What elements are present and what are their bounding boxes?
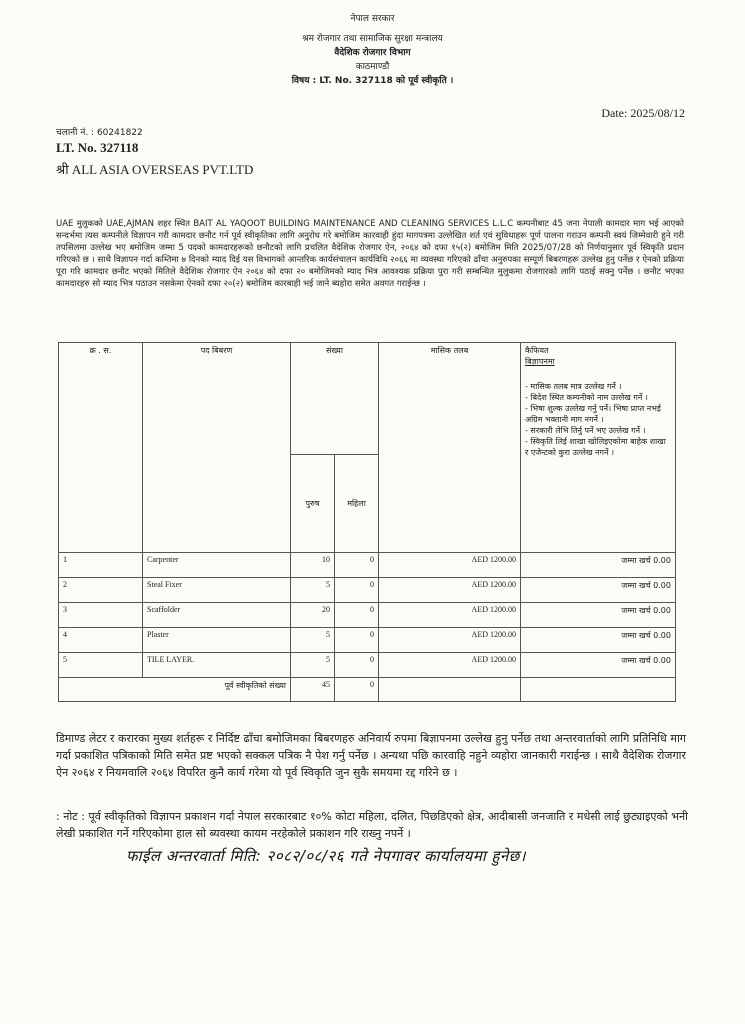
- row-post: Scaffolder: [143, 603, 291, 628]
- row-male: 5: [291, 628, 335, 653]
- remarks-item: - सरकारी लेभि तिर्नु पर्ने भए उल्लेख गर्ने ।: [525, 426, 646, 435]
- addressee-company: श्री ALL ASIA OVERSEAS PVT.LTD: [56, 162, 254, 177]
- row-sn: 5: [59, 653, 143, 678]
- table-row: [59, 628, 676, 653]
- header-ministry: श्रम रोजगार तथा सामाजिक सुरक्षा मन्त्रालय: [302, 34, 443, 44]
- col-sn: क्र . स.: [59, 343, 143, 553]
- remarks-cell: [521, 343, 676, 553]
- dispatch-number: चलानी नं. : 60241822: [56, 128, 143, 138]
- row-post: Steal Fixer: [143, 578, 291, 603]
- total-female: 0: [335, 678, 379, 702]
- handwritten-note: फाईल अन्तरवार्ता मिति: २०८२/०८/२६ गते नेपगावर कार्यालयमा हुनेछ।: [126, 847, 526, 865]
- col-female: महिला: [335, 455, 379, 553]
- row-sn: 4: [59, 628, 143, 653]
- remarks-title: बिज्ञापनमा: [525, 357, 555, 366]
- row-salary: AED 1200.00: [379, 628, 521, 653]
- total-male: 45: [291, 678, 335, 702]
- table-row: [59, 578, 676, 603]
- conditions-paragraph: डिमाण्ड लेटर र करारका मुख्य शर्तहरू र निर्दिष्ट ढाँचा बमोजिमका बिबरणहरु अनिवार्य रुपमा बिज्ञापनमा उल्लेख हुनु पर्नेछ तथा अन्तरवार्ताको लागि प्रतिनिधि माग गर्दा प्रकाशित पत्रिकाको मिति समेत प्रष्ट भएको सक्कल पत्रिक नै पेश गर्नु पर्नेछ । अन्यथा पछि कारवाहि नहुने व्यहोरा जानकारी गराईन्छ । साथै वैदेशिक रोजगार ऐन २०६४ र नियमवालि २०६४ विपरित कुनै कार्य गरेमा यो पूर्व स्विकृति जुन सुकै समयमा रद्द गरिने छ ।: [56, 732, 686, 779]
- total-empty-salary: [379, 678, 521, 702]
- row-male: 5: [291, 653, 335, 678]
- row-post: Carpenter: [143, 553, 291, 578]
- row-salary: AED 1200.00: [379, 603, 521, 628]
- row-female: 0: [335, 628, 379, 653]
- col-count: संख्या: [291, 343, 379, 455]
- total-row: [59, 678, 676, 702]
- row-cost: जम्मा खर्च 0.00: [521, 553, 676, 578]
- total-label: पूर्व स्वीकृतिको संख्या: [59, 678, 291, 702]
- letter-date: Date: 2025/08/12: [601, 106, 685, 120]
- row-salary: AED 1200.00: [379, 653, 521, 678]
- row-cost: जम्मा खर्च 0.00: [521, 653, 676, 678]
- row-post: TILE LAYER.: [143, 653, 291, 678]
- lt-number: LT. No. 327118: [56, 140, 139, 155]
- remarks-item: - मासिक तलब मात्र उल्लेख गर्ने ।: [525, 382, 622, 391]
- row-female: 0: [335, 578, 379, 603]
- table-row: [59, 653, 676, 678]
- remarks-item: - स्विकृति लिई शाखा खोलिइएकोमा बाहेक शाखा र एजेन्टको कुरा उल्लेख नगर्ने ।: [525, 437, 666, 457]
- row-male: 5: [291, 578, 335, 603]
- row-sn: 3: [59, 603, 143, 628]
- col-salary: मासिक तलब: [379, 343, 521, 553]
- note-paragraph: : नोट : पूर्व स्वीकृतिको विज्ञापन प्रकाशन गर्दा नेपाल सरकारबाट १०% कोटा महिला, दलित, पिछडिएको क्षेत्र, आदीबासी जनजाति र मधेसी लाई छुट्याइएको भनी लेखी प्रकाशित गर्ने गरिएकोमा हाल सो ब्यवस्था कायम नरहेकोले प्रकाशन गरि राख्नु नपर्ने ।: [56, 810, 688, 840]
- table-row: [59, 553, 676, 578]
- approval-table: [58, 342, 676, 702]
- subject-line: विषय : LT. No. 327118 को पूर्व स्वीकृति ।: [291, 76, 454, 86]
- remarks-item: - भिषा शुल्क उल्लेख गर्नु पर्ने। भिषा प्राप्त नभई अग्रिम भक्तानी माग नगर्ने ।: [525, 404, 661, 424]
- col-post: पद बिबरण: [143, 343, 291, 553]
- remarks-header: कैफियत: [525, 346, 549, 355]
- row-sn: 1: [59, 553, 143, 578]
- row-cost: जम्मा खर्च 0.00: [521, 603, 676, 628]
- col-male: पुरुष: [291, 455, 335, 553]
- header-gov: नेपाल सरकार: [350, 14, 395, 24]
- table-row: [59, 603, 676, 628]
- total-empty-cost: [521, 678, 676, 702]
- approval-paragraph: UAE मुलुकको UAE,AJMAN शहर स्थित BAIT AL YAQOOT BUILDING MAINTENANCE AND CLEANING SERVICES L.L.C कम्पनीबाट 45 जना नेपाली कामदार माग भई आएको सन्दर्भमा त्यस कम्पनीले विज्ञापन गरी कामदार छनौट गर्न पूर्व स्वीकृतिका लागि अनुरोध गरे बमोजिम कारवाही हुंदा मागपत्रमा उल्लेखित शर्त एवं सुविधाहरू पूर्ण पालना गराउन कम्पनी स्वयं जिम्मेवारी हुने गरी तपसिलमा उल्लेख भए बमोजिम जम्मा 5 पदको कामदारहरूको छनौटको लागि प्रचलित वैदेशिक रोजगार ऐन, २०६४ को दफा १५(२) बमोजिम मिति 2025/07/28 को निर्णयानुसार पूर्व स्विकृति प्रदान गरिएको छ । साथै विज्ञापन गर्दा कम्तिमा ७ दिनको म्याद दिई यस विभागको आन्तरिक कार्यसंचालन कार्यविधि २०६६ मा व्यवस्था गरिएको ढाँचा अनुरुपका सम्पूर्ण बिबरणहरू उल्लेख हुनु पर्नेछ र ऐनको प्रक्रिया पूरा गरि कामदार छनौट भएको मितिले वैदेशिक रोजगार ऐन २०६४ को दफा २० बमोजिमको म्याद भित्र आवश्यक प्रक्रिया पुरा गरी सम्बन्धित मुलुकमा रोजगारको लागि पठाई सक्नु पर्नेछ । छनौट भएका कामदारहरु सो म्याद भित्र पठाउन नसकेमा ऐनको दफा २०(२) बमोजिम कारबाही भई जाने ब्यहोरा समेत अवगत गराईन्छ ।: [56, 219, 684, 290]
- row-sn: 2: [59, 578, 143, 603]
- remarks-item: - बिदेश स्थित कम्पनीको नाम उल्लेख गर्ने ।: [525, 393, 648, 402]
- row-salary: AED 1200.00: [379, 578, 521, 603]
- row-cost: जम्मा खर्च 0.00: [521, 578, 676, 603]
- row-cost: जम्मा खर्च 0.00: [521, 628, 676, 653]
- row-female: 0: [335, 553, 379, 578]
- row-male: 20: [291, 603, 335, 628]
- row-male: 10: [291, 553, 335, 578]
- header-department: वैदेशिक रोजगार विभाग: [334, 48, 411, 58]
- row-salary: AED 1200.00: [379, 553, 521, 578]
- row-post: Plaster: [143, 628, 291, 653]
- row-female: 0: [335, 603, 379, 628]
- row-female: 0: [335, 653, 379, 678]
- header-city: काठमाण्डौ: [355, 62, 390, 72]
